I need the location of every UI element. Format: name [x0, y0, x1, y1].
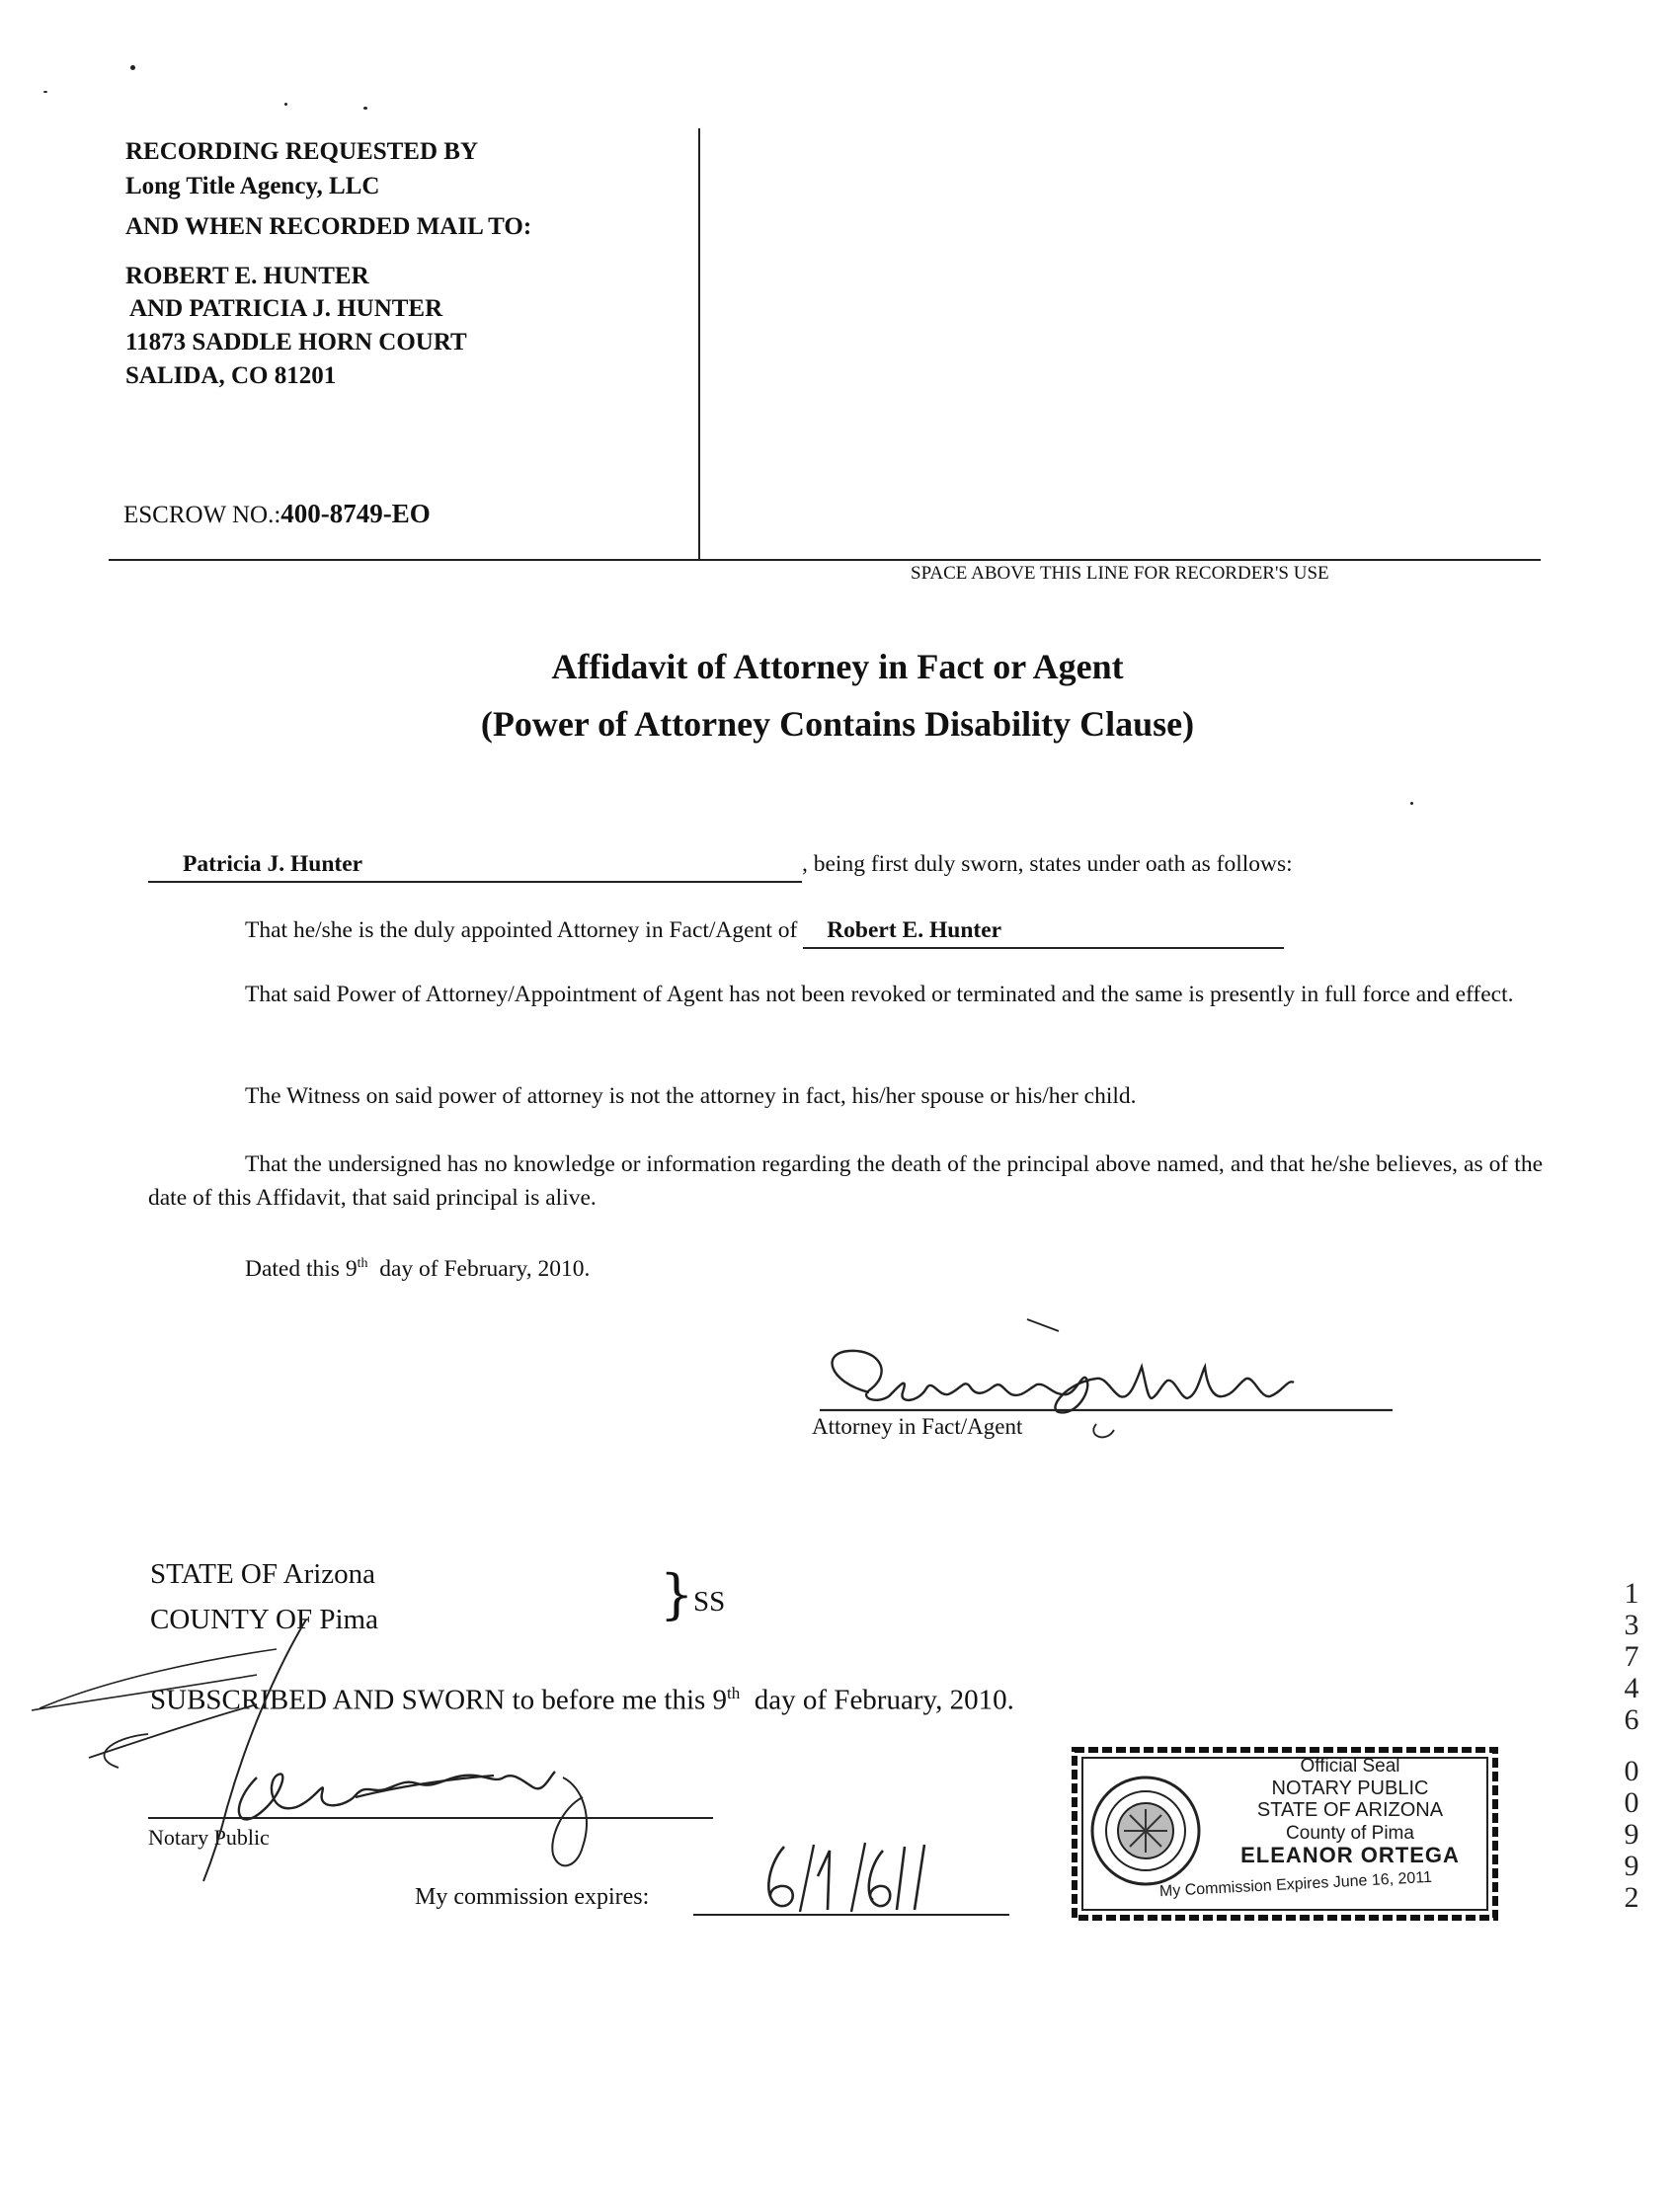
- ss-label: SS: [693, 1586, 726, 1618]
- recording-digit: 9: [1624, 1850, 1639, 1882]
- document-title: Affidavit of Attorney in Fact or Agent: [551, 647, 1124, 686]
- notary-signature-drawing: [30, 1610, 622, 1886]
- header-divider-vertical: [698, 128, 700, 561]
- when-recorded-label: AND WHEN RECORDED MAIL TO:: [125, 213, 532, 240]
- recording-digit: 4: [1624, 1672, 1639, 1704]
- dated-sup: th: [357, 1256, 368, 1271]
- addressee-line-2: AND PATRICIA J. HUNTER: [129, 295, 443, 322]
- street-address: 11873 SADDLE HORN COURT: [125, 329, 467, 356]
- affiant-blank: [148, 847, 802, 883]
- dated-line: [245, 1247, 590, 1286]
- seal-line-1: Official Seal: [1300, 1756, 1400, 1777]
- paragraph-witness: The Witness on said power of attorney is not the attorney in fact, his/her spouse or his/her child.: [245, 1083, 1137, 1109]
- recording-digit: 1: [1624, 1577, 1639, 1610]
- sworn-text: , being first duly sworn, states under oath as follows:: [802, 851, 1293, 877]
- recorder-use-note: SPACE ABOVE THIS LINE FOR RECORDER'S USE: [911, 563, 1329, 584]
- recording-digit: 6: [1624, 1703, 1639, 1736]
- seal-line-4: County of Pima: [1286, 1823, 1414, 1844]
- seal-line-5: ELEANOR ORTEGA: [1240, 1843, 1460, 1867]
- recording-number-vertical: [1618, 1578, 1645, 1914]
- dated-post: day of February, 2010.: [379, 1255, 591, 1282]
- dated-pre: Dated this 9: [245, 1255, 358, 1282]
- scan-speck: [363, 107, 367, 110]
- escrow-number: [123, 499, 431, 529]
- seal-line-2: NOTARY PUBLIC: [1271, 1778, 1429, 1799]
- seal-line-6: My Commission Expires June 16, 2011: [1158, 1868, 1433, 1901]
- paragraph-principal-alive: That the undersigned has no knowledge or information regarding the death of the principal above named, and that he/she believes, as of the date of this Affidavit, that said principal is alive.: [148, 1151, 1543, 1211]
- commission-date-handwritten: [757, 1837, 954, 1916]
- recording-digit: 0: [1624, 1786, 1639, 1819]
- recording-digit: 9: [1624, 1818, 1639, 1851]
- escrow-label: ESCROW NO.:: [123, 502, 281, 528]
- principal-name: Robert E. Hunter: [827, 917, 1002, 943]
- principal-blank: [803, 913, 1284, 949]
- city-state-zip: SALIDA, CO 81201: [125, 362, 337, 389]
- recording-requested-label: RECORDING REQUESTED BY: [125, 138, 479, 165]
- notary-label: Notary Public: [148, 1825, 270, 1850]
- subscribed-sup: th: [727, 1684, 741, 1702]
- appointed-line: [245, 913, 1284, 949]
- notary-seal-stamp: [1069, 1740, 1501, 1926]
- addressee-line-1: ROBERT E. HUNTER: [125, 263, 369, 289]
- seal-line-3: STATE OF ARIZONA: [1256, 1799, 1444, 1821]
- escrow-value: 400-8749-EO: [280, 499, 431, 528]
- subscribed-pre: SUBSCRIBED AND SWORN to before me this 9: [150, 1684, 728, 1716]
- scan-speck: [1410, 802, 1413, 805]
- scan-speck: [130, 65, 135, 70]
- subscribed-post: day of February, 2010.: [754, 1684, 1014, 1716]
- recording-digit: 0: [1624, 1755, 1639, 1787]
- document-subtitle: (Power of Attorney Contains Disability Clause): [480, 704, 1195, 744]
- scan-speck: [43, 91, 47, 93]
- ss-brace: }: [660, 1563, 694, 1625]
- recording-digit: 3: [1624, 1609, 1639, 1641]
- affiant-name: Patricia J. Hunter: [183, 851, 363, 877]
- agency-name: Long Title Agency, LLC: [125, 173, 380, 199]
- paragraph-not-revoked: That said Power of Attorney/Appointment of Agent has not been revoked or terminated and the same is presently in full force and effect.: [245, 982, 1514, 1007]
- appointed-text: That he/she is the duly appointed Attorney in Fact/Agent of: [245, 917, 798, 943]
- recording-gap: [1618, 1736, 1645, 1756]
- scan-speck: [284, 103, 287, 106]
- county-line: COUNTY OF Pima: [150, 1604, 378, 1635]
- commission-label: My commission expires:: [415, 1884, 650, 1910]
- recording-digit: 7: [1624, 1640, 1639, 1673]
- recording-digit: 2: [1624, 1881, 1639, 1914]
- affiant-line: [148, 847, 1293, 883]
- state-line: STATE OF Arizona: [150, 1558, 376, 1590]
- recorder-line: [109, 559, 1541, 561]
- attorney-caption: Attorney in Fact/Agent: [812, 1414, 1023, 1439]
